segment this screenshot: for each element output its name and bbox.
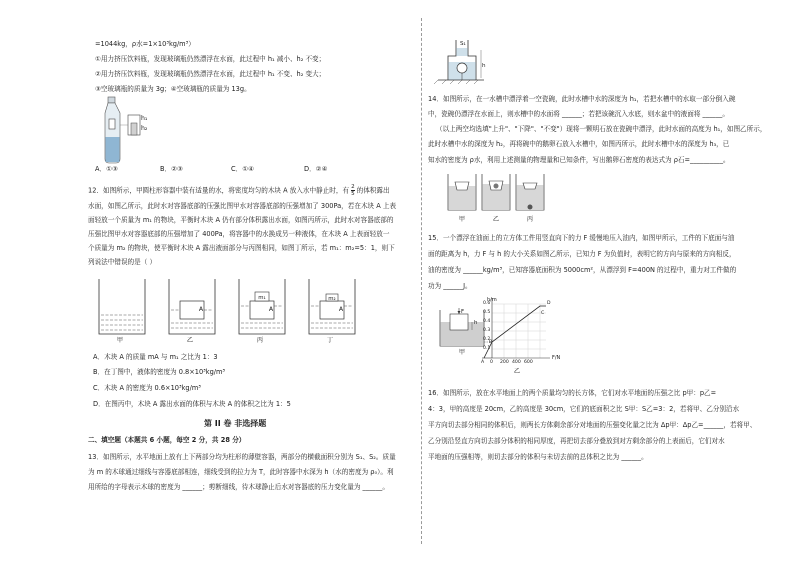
q12-line-5: 个质量为 m₂ 的物块，使平衡时木块 A 露出液面部分与丙图相同，如图丁所示，若 m₁：m₂=5：1，则下 xyxy=(88,244,395,252)
bottle-label-h1: h₁ xyxy=(141,115,148,122)
q12-option-c[interactable]: C．木块 A 的密度为 0.6×10³kg/m³ xyxy=(93,384,201,392)
graph-ytick-04: 0.4 xyxy=(483,319,491,324)
graph-grid xyxy=(492,304,546,358)
block-a-label-yi: A xyxy=(198,306,204,313)
graph-ytick-05: 0.5 xyxy=(483,310,491,315)
graph-xtick-600: 600 xyxy=(524,360,533,365)
q12-line-3: 面轻放一个质量为 m₁ 的物块，平衡时木块 A 仍有部分体积露出水面，如图丙所示，此时水对容器底部的 xyxy=(88,216,394,224)
container-jia xyxy=(99,279,145,334)
q11-option-b[interactable]: B．②③ xyxy=(160,165,183,173)
fraction-denominator: 5 xyxy=(351,191,355,197)
part2-title: 第 II 卷 非选择题 xyxy=(204,419,267,428)
q15-fig-label-yi: 乙 xyxy=(513,368,521,375)
q14-line-1: 14．如图所示，在一水槽中漂浮着一空瓷碗，此时水槽中水的深度为 h₁，若把水槽中的水取一部分倒入碗 xyxy=(428,95,736,103)
graph-ytick-01: 0.1 xyxy=(483,346,491,351)
graph-point-c: C xyxy=(541,311,545,316)
block-a-label-ding: A xyxy=(338,306,344,313)
q11-statement-3: ③空玻璃瓶的质量为 3g；④空玻璃瓶的质量为 13g。 xyxy=(95,85,251,93)
q11-statement-2: ②用力挤压饮料瓶，发现玻璃瓶仍然漂浮在水面，此过程中 h₁ 不变、h₂ 变大； xyxy=(95,70,326,78)
q12-option-a[interactable]: A．木块 A 的质量 mA 与 m₁ 之比为 1：3 xyxy=(93,353,218,361)
q16-line-4: 乙分别沿竖直方向切去部分体积的相同厚度，再把切去部分叠放到对方剩余部分的上表面后，它们对水 xyxy=(428,437,725,445)
q11-text-line-1: =1044kg，ρ水=1×10³kg/m³） xyxy=(95,40,195,48)
graph-line xyxy=(484,306,546,358)
q15-line-4: 功为 ______J。 xyxy=(428,282,472,290)
q13-line-1: 13．如图所示，水平地面上放有上下两部分均为柱形的薄壁容器，两部分的横截面积分别为 S₁、S₂。质量 xyxy=(88,453,396,461)
q13-fig-s1: S₁ xyxy=(460,41,466,47)
graph-ytick-02: 0.2 xyxy=(483,337,491,342)
m2-label: m₂ xyxy=(328,296,336,302)
q15-line-3: 油的密度为 ______kg/m³，已知容器底面积为 5000cm²，从漂浮到 F=400N 的过程中，重力对工件做的 xyxy=(428,266,737,274)
fig-label-jia: 甲 xyxy=(116,337,124,344)
q14-fig-label-bing: 丙 xyxy=(526,216,534,223)
q12-containers-figure xyxy=(97,279,367,339)
q12-line-1b: 的体积露出 xyxy=(356,186,390,195)
q12-line-6: 列说法中错误的是（ ） xyxy=(88,258,157,266)
q13-line-3: 用所给的字母表示木球的密度为 ______；剪断细线，待木球静止后水对容器底的压力变化量为 ______。 xyxy=(88,483,389,491)
q13-line-2: 为 m 的木球通过细线与容器底部相连，细线受到的拉力为 T，此时容器中水深为 h（水的密度为 ρ₀）。利 xyxy=(88,468,394,476)
q11-option-a[interactable]: A．①③ xyxy=(95,165,118,173)
q15-line-2: 面的距离为 h，力 F 与 h 的大小关系如图乙所示，已知力 F 为负值时，表明它的方向与原来的方向相反， xyxy=(428,250,736,258)
graph-axis-x: F/N xyxy=(552,355,561,361)
q16-line-2: 4：3，甲的高度是 20cm，乙的高度是 30cm，它们的底面积之比 S甲：S乙=3：2，若将甲、乙分别沿水 xyxy=(428,405,740,413)
bottle-label-h2: h₂ xyxy=(141,125,148,132)
bottle-figure xyxy=(100,97,160,167)
graph-axis-y: h/m xyxy=(487,297,497,303)
fig-label-yi: 乙 xyxy=(186,337,194,344)
graph-xtick-200: 200 xyxy=(500,360,509,365)
q11-option-d[interactable]: D．②④ xyxy=(304,165,328,173)
graph-ytick-06: 0.6 xyxy=(483,301,491,306)
q14-line-3: （以上两空均选填"上升"、"下降"、"不变"）现将一颗明石放在瓷碗中漂浮，此时水面的高度为 h₁，如图乙所示， xyxy=(436,125,767,133)
q15-fig-f: F xyxy=(461,309,465,315)
q14-line-5: 知水的密度为 ρ水，利用上述测量的物理量和已知条件，写出鹅卵石密度的表达式为 ρ石=__________。 xyxy=(428,156,730,164)
graph-xtick-400: 400 xyxy=(512,360,521,365)
q15-fig-h: h xyxy=(474,320,478,326)
graph-point-b: B xyxy=(489,340,493,345)
block-a-label-bing: A xyxy=(268,306,274,313)
fig-label-bing: 丙 xyxy=(256,337,264,344)
basin-bing xyxy=(516,174,544,210)
q12-line-1 xyxy=(88,184,390,197)
column-divider xyxy=(421,18,422,544)
fig-label-ding: 丁 xyxy=(326,337,334,344)
q12-fraction xyxy=(351,184,355,197)
q16-line-5: 平地面的压强相等，则切去部分的体积与未切去前的总体积之比为 ______。 xyxy=(428,453,648,461)
q15-fig-label-jia: 甲 xyxy=(458,349,466,356)
graph-point-d: D xyxy=(547,301,551,306)
m1-label: m₁ xyxy=(258,295,266,301)
graph-ytick-03: 0.3 xyxy=(483,328,491,333)
q11-statement-1: ①用力挤压饮料瓶，发现玻璃瓶仍然漂浮在水面，此过程中 h₁ 减小、h₂ 不变； xyxy=(95,55,326,63)
basin-yi xyxy=(482,174,510,210)
q15-line-1: 15．一个漂浮在油面上的立方体工件用竖直向下的力 F 缓慢地压入油内，如图甲所示，工件的下底面与油 xyxy=(428,234,735,242)
fraction-numerator: 2 xyxy=(351,184,355,190)
q14-line-2: 中，瓷碗仍漂浮在水面上，则水槽中的水面将 ______；若把该碗沉入水底，则水盆中的液面将 ______。 xyxy=(428,110,729,118)
graph-xtick-0: 0 xyxy=(490,360,493,365)
q16-line-3: 平方向切去部分相同的体积后，则两长方体剩余部分对地面的压强变化量之比为 Δp甲：Δp乙=______，若将甲、 xyxy=(428,421,757,429)
q12-option-b[interactable]: B．在丁图中，液体的密度为 0.8×10³kg/m³ xyxy=(93,368,226,376)
q14-line-4: 此时水槽中水的深度为 h₂，再将碗中的鹅卵石放入水槽中，如图丙所示，此时水槽中水的深度为 h₃，已 xyxy=(428,140,730,148)
q12-line-4: 压强比图甲水对容器底部的压强增加了 400Pa，将容器中的水换成另一种液体，在木块 A 上表面轻放一 xyxy=(88,230,390,238)
section2-heading: 二、填空题（本题共 6 小题，每空 2 分，共 28 分） xyxy=(88,436,246,444)
q13-fig-h: h xyxy=(482,63,486,69)
basin-jia xyxy=(448,174,476,210)
q12-line-2: 水面，如图乙所示，此时水对容器底部的压强比图甲水对容器底部的压强增加了 300Pa，若在木块 A 上表 xyxy=(88,202,397,210)
q14-fig-label-jia: 甲 xyxy=(458,216,466,223)
graph-point-a: A xyxy=(481,360,485,365)
q12-option-d[interactable]: D．在图丙中，木块 A 露出水面的体积与木块 A 的体积之比为 1：5 xyxy=(93,400,291,408)
q14-basins-figure xyxy=(446,172,546,214)
q14-fig-label-yi: 乙 xyxy=(492,216,500,223)
q11-option-c[interactable]: C．①④ xyxy=(231,165,255,173)
q16-line-1: 16．如图所示，放在水平地面上的两个质量均匀的长方体，它们对水平地面的压强之比 p甲：p乙= xyxy=(428,389,717,397)
q12-line-1a: 12．如图所示，甲圆柱形容器中装有适量的水，将密度均匀的木块 A 放入水中静止时，有 xyxy=(88,186,350,195)
